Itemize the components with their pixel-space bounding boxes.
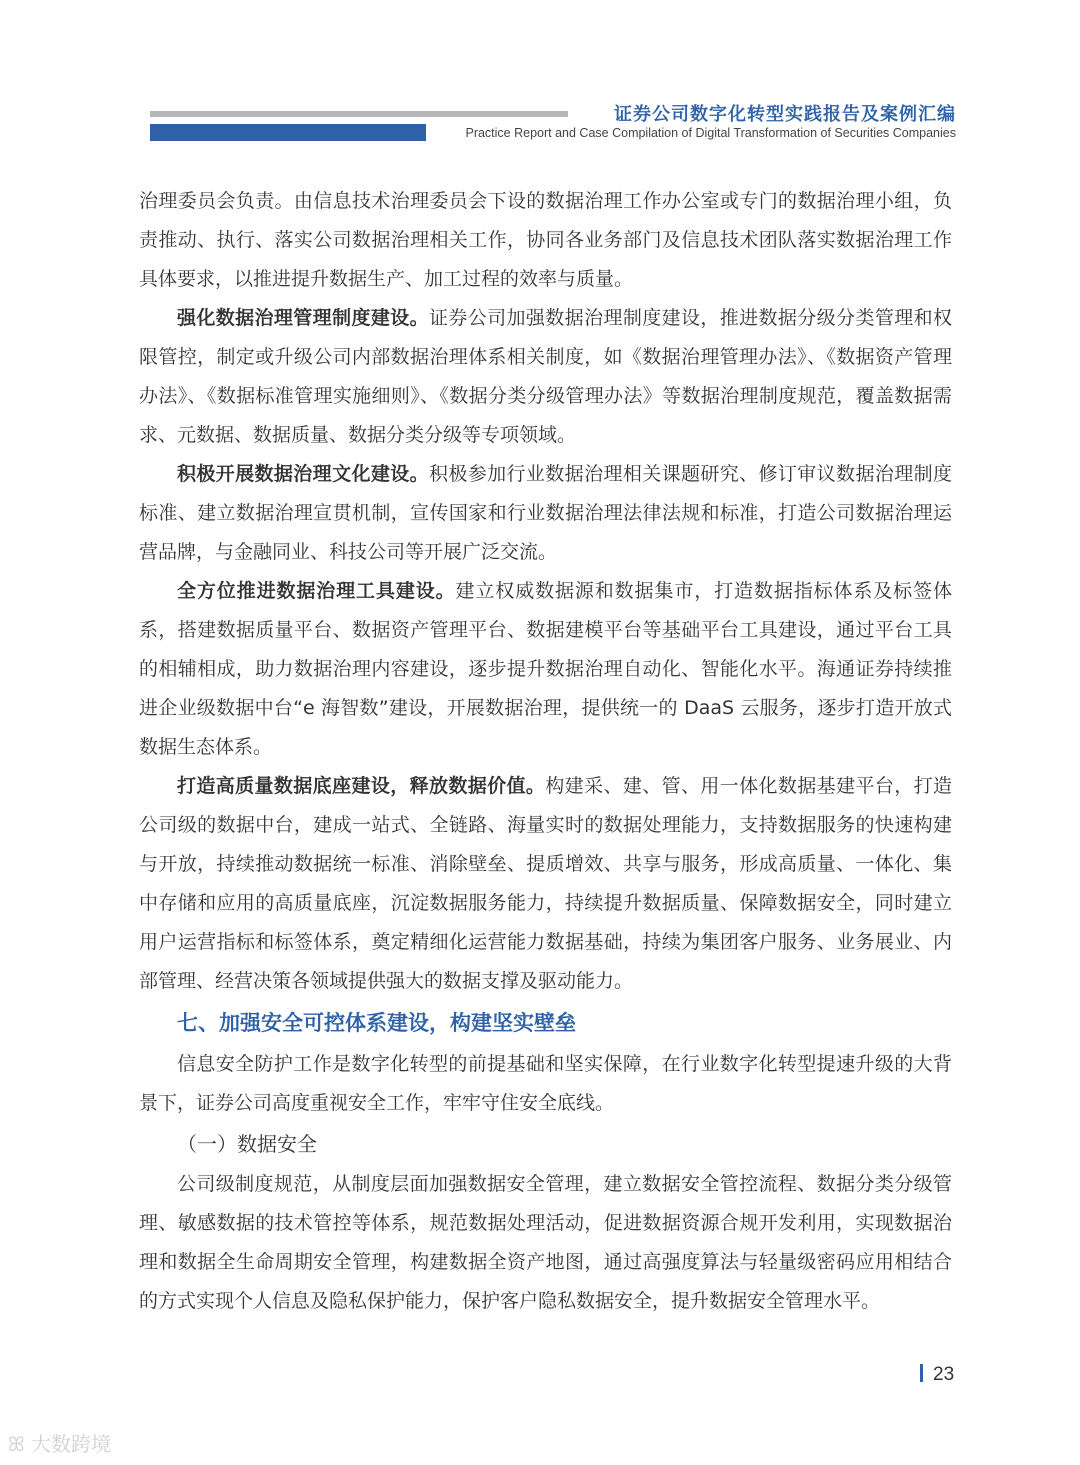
paragraph-lead: 打造高质量数据底座建设，释放数据价值。 bbox=[177, 775, 546, 797]
paragraph-governance-committee: 治理委员会负责。由信息技术治理委员会下设的数据治理工作办公室或专门的数据治理小组，负责推动、执行、落实公司数据治理相关工作，协同各业务部门及信息技术团队落实数据治理工作具体要求，以推进提升数据生产、加工过程的效率与质量。 bbox=[139, 190, 952, 290]
body-content bbox=[139, 182, 952, 1321]
watermark-logo-icon: ꕤ bbox=[8, 1432, 31, 1456]
subsection-heading: （一）数据安全 bbox=[177, 1132, 317, 1156]
page-number bbox=[920, 1364, 954, 1386]
watermark-text: 大数跨境 bbox=[31, 1432, 111, 1456]
section-heading: 七、加强安全可控体系建设，构建坚实壁垒 bbox=[177, 1011, 576, 1035]
paragraph-data-foundation bbox=[139, 767, 952, 1001]
page-number-marker bbox=[920, 1364, 923, 1382]
paragraph-security-intro: 信息安全防护工作是数字化转型的前提基础和坚实保障，在行业数字化转型提速升级的大背景下，证券公司高度重视安全工作，牢牢守住安全底线。 bbox=[139, 1053, 952, 1114]
report-title: 证券公司数字化转型实践报告及案例汇编 bbox=[614, 104, 956, 125]
paragraph-culture bbox=[139, 455, 952, 572]
paragraph-data-security: 公司级制度规范，从制度层面加强数据安全管理，建立数据安全管控流程、数据分类分级管理、敏感数据的技术管控等体系，规范数据处理活动，促进数据资源合规开发利用，实现数据治理和数据全生命周期安全管理，构建数据全资产地图，通过高强度算法与轻量级密码应用相结合的方式实现个人信息及隐私保护能力，保护客户隐私数据安全，提升数据安全管理水平。 bbox=[139, 1173, 952, 1312]
paragraph-text: 建立权威数据源和数据集市，打造数据指标体系及标签体系，搭建数据质量平台、数据资产管理平台、数据建模平台等基础平台工具建设，通过平台工具的相辅相成，助力数据治理内容建设，逐步提升数据治理自动化、智能化水平。海通证券持续推进企业级数据中台“e 海智数”建设，开展数据治理，提供统一的 DaaS 云服务，逐步打造开放式数据生态体系。 bbox=[139, 580, 952, 758]
report-subtitle-english: Practice Report and Case Compilation of Digital Transformation of Securities Companies bbox=[465, 126, 956, 140]
paragraph-tools bbox=[139, 572, 952, 767]
paragraph-text: 积极参加行业数据治理相关课题研究、修订审议数据治理制度标准、建立数据治理宣贯机制，宣传国家和行业数据治理法律法规和标准，打造公司数据治理运营品牌，与金融同业、科技公司等开展广泛交流。 bbox=[139, 463, 952, 563]
paragraph-lead: 全方位推进数据治理工具建设。 bbox=[177, 580, 456, 602]
paragraph-lead: 强化数据治理管理制度建设。 bbox=[177, 307, 429, 329]
paragraph-lead: 积极开展数据治理文化建设。 bbox=[177, 463, 429, 485]
header-blue-bar bbox=[150, 124, 426, 141]
paragraph-text: 构建采、建、管、用一体化数据基建平台，打造公司级的数据中台，建成一站式、全链路、海量实时的数据处理能力，支持数据服务的快速构建与开放，持续推动数据统一标准、消除壁垒、提质增效、共享与服务，形成高质量、一体化、集中存储和应用的高质量底座，沉淀数据服务能力，持续提升数据质量、保障数据安全，同时建立用户运营指标和标签体系，奠定精细化运营能力数据基础，持续为集团客户服务、业务展业、内部管理、经营决策各领域提供强大的数据支撑及驱动能力。 bbox=[139, 775, 952, 992]
paragraph-text: 证券公司加强数据治理制度建设，推进数据分级分类管理和权限管控，制定或升级公司内部数据治理体系相关制度，如《数据治理管理办法》、《数据资产管理办法》、《数据标准管理实施细则》、《数据分类分级管理办法》等数据治理制度规范，覆盖数据需求、元数据、数据质量、数据分类分级等专项领域。 bbox=[139, 307, 952, 446]
header-gray-bar bbox=[150, 111, 568, 117]
page-number-value: 23 bbox=[933, 1364, 955, 1385]
paragraph-management-system bbox=[139, 299, 952, 455]
watermark bbox=[8, 1428, 111, 1457]
